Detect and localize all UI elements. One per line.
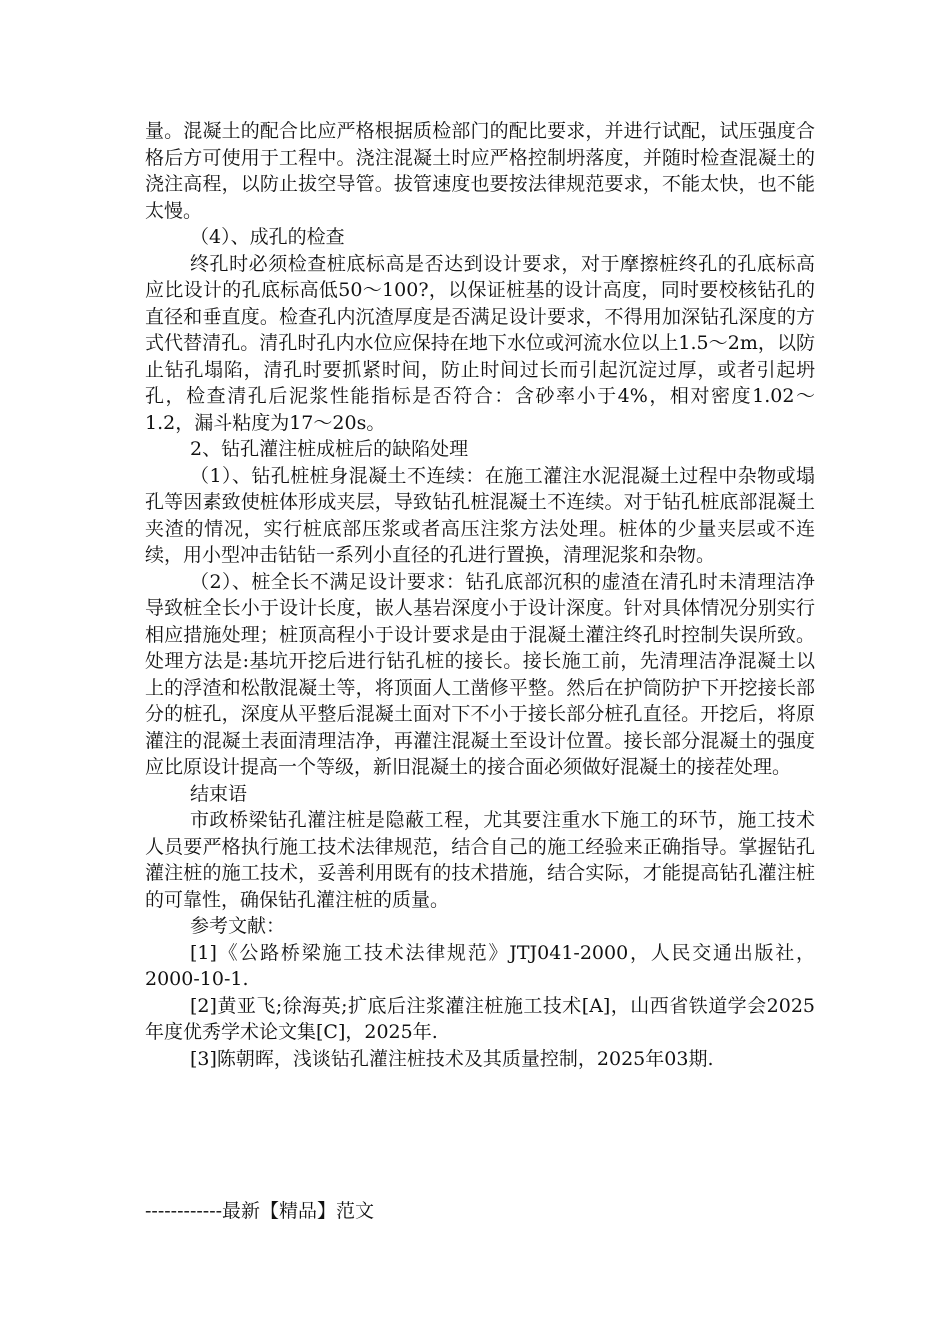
paragraph-defect-discontinuity: （1）、钻孔桩桩身混凝土不连续：在施工灌注水泥混凝土过程中杂物或塌孔等因素致使桩体形成夹层，导致钻孔桩混凝土不连续。对于钻孔桩底部混凝土夹渣的情况，实行桩底部压浆或者高压注浆方法处理。桩体的少量夹层或不连续，用小型冲击钻钻一系列小直径的孔进行置换，清理泥浆和杂物。 xyxy=(145,464,815,566)
heading-conclusion: 结束语 xyxy=(190,782,248,805)
heading-references: 参考文献： xyxy=(190,915,286,937)
document-body xyxy=(145,118,815,1072)
reference-item-3: [3]陈朝晖，浅谈钻孔灌注桩技术及其质量控制，2025年03期. xyxy=(190,1047,714,1070)
heading-hole-inspection: （4）、成孔的检查 xyxy=(190,226,345,248)
page-footer: ------------最新【精品】范文 xyxy=(145,1200,375,1222)
paragraph-defect-length: （2）、桩全长不满足设计要求：钻孔底部沉积的虚渣在清孔时未清理洁净导致桩全长小于设计长度，嵌人基岩深度小于设计深度。针对具体情况分别实行相应措施处理；桩顶高程小于设计要求是由于混凝土灌注终孔时控制失误所致。处理方法是:基坑开挖后进行钻孔桩的接长。接长施工前，先清理洁净混凝土以上的浮渣和松散混凝土等，将顶面人工凿修平整。然后在护筒防护下开挖接长部分的桩孔，深度从平整后混凝土面对下不小于接长部分桩孔直径。开挖后，将原灌注的混凝土表面清理洁净，再灌注混凝土至设计位置。接长部分混凝土的强度应比原设计提高一个等级，新旧混凝土的接合面必须做好混凝土的接茬处理。 xyxy=(145,570,815,778)
reference-item-1: [1]《公路桥梁施工技术法律规范》JTJ041-2000，人民交通出版社，2000-10-1. xyxy=(145,941,815,990)
paragraph-hole-inspection: 终孔时必须检查桩底标高是否达到设计要求，对于摩擦桩终孔的孔底标高应比设计的孔底标高低50～100?，以保证桩基的设计高度，同时要校核钻孔的直径和垂直度。检查孔内沉渣厚度是否满足设计要求，不得用加深钻孔深度的方式代替清孔。清孔时孔内水位应保持在地下水位或河流水位以上1.5～2m，以防止钻孔塌陷，清孔时要抓紧时间，防止时间过长而引起沉淀过厚，或者引起坍孔，检查清孔后泥浆性能指标是否符合：含砂率小于4%，相对密度1.02～1.2，漏斗粘度为17～20s。 xyxy=(145,252,815,434)
paragraph-conclusion: 市政桥梁钻孔灌注桩是隐蔽工程，尤其要注重水下施工的环节，施工技术人员要严格执行施工技术法律规范，结合自己的施工经验来正确指导。掌握钻孔灌注桩的施工技术，妥善利用既有的技术措施，结合实际，才能提高钻孔灌注桩的可靠性，确保钻孔灌注桩的质量。 xyxy=(145,809,815,911)
reference-item-2: [2]黄亚飞;徐海英;扩底后注浆灌注桩施工技术[A]，山西省铁道学会2025年度优秀学术论文集[C]，2025年. xyxy=(145,994,815,1043)
paragraph-concrete-mix: 量。混凝土的配合比应严格根据质检部门的配比要求，并进行试配，试压强度合格后方可使用于工程中。浇注混凝土时应严格控制坍落度，并随时检查混凝土的浇注高程，以防止拔空导管。拔管速度也要按法律规范要求，不能太快，也不能太慢。 xyxy=(145,120,815,222)
heading-defect-treatment: 2、钻孔灌注桩成桩后的缺陷处理 xyxy=(190,438,469,460)
